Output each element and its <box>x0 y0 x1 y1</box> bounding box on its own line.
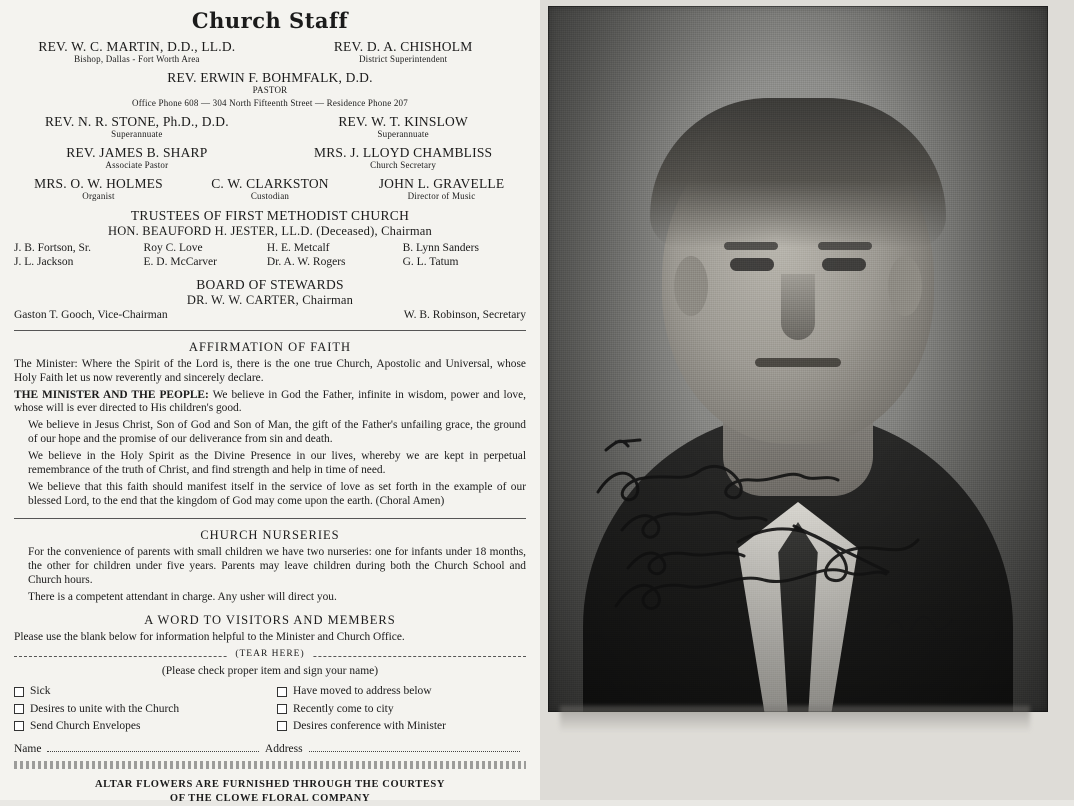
staff-name: REV. W. C. MARTIN, D.D., LL.D. <box>38 39 236 54</box>
trustees-chairman: HON. BEAUFORD H. JESTER, LL.D. (Deceased), Chairman <box>107 224 433 238</box>
trustees-list <box>14 241 526 270</box>
pastor-block <box>14 70 526 108</box>
staff-row <box>14 114 526 139</box>
divider <box>14 330 526 331</box>
checkbox-icon[interactable] <box>14 721 24 731</box>
affirmation-people <box>14 389 526 417</box>
staff-name: REV. N. R. STONE, Ph.D., D.D. <box>44 114 229 129</box>
checklist-item[interactable] <box>277 683 526 700</box>
staff-role: Organist <box>82 191 115 201</box>
visitor-checklist <box>14 683 526 735</box>
staff-name: MRS. J. LLOYD CHAMBLISS <box>313 145 493 160</box>
photo-bottom-edge-smudge <box>560 706 1030 732</box>
staff-name: MRS. O. W. HOLMES <box>34 176 163 191</box>
name-address-fields <box>14 741 526 755</box>
affirmation-minister <box>14 358 526 386</box>
staff-name: REV. JAMES B. SHARP <box>66 145 208 160</box>
staff-entry <box>280 39 526 64</box>
checklist-label: Recently come to city <box>293 702 394 715</box>
photo-border <box>548 6 1048 712</box>
tear-here-divider <box>14 649 526 663</box>
staff-role: Superannuate <box>377 129 429 139</box>
trustee-name: J. L. Jackson <box>14 256 74 269</box>
trustee-name: Roy C. Love <box>143 242 203 254</box>
staff-entry <box>14 145 260 170</box>
staff-name: JOHN L. GRAVELLE <box>378 176 505 191</box>
staff-name: REV. W. T. KINSLOW <box>338 114 468 129</box>
trustee-name: Dr. A. W. Rogers <box>266 256 346 269</box>
footer-line: ALTAR FLOWERS ARE FURNISHED THROUGH THE COURTESY <box>94 779 446 791</box>
staff-entry <box>14 176 183 201</box>
staff-role: Director of Music <box>407 191 476 201</box>
staff-role: Church Secretary <box>370 160 437 170</box>
nurseries-paragraph: There is a competent attendant in charge. Any usher will direct you. <box>28 590 337 603</box>
footer-credit <box>14 778 526 806</box>
trustee-name: E. D. McCarver <box>143 256 217 269</box>
affirmation-minister-text: Where the Spirit of the Lord is, there is the one true Church, Apostolic and Universal, whose Holy Faith let us now reverently and sincerely declare. <box>14 357 526 384</box>
trustees-heading: TRUSTEES OF FIRST METHODIST CHURCH <box>130 208 410 223</box>
staff-entry <box>14 39 260 64</box>
checklist-item[interactable] <box>277 701 526 718</box>
visitors-heading: A WORD TO VISITORS AND MEMBERS <box>144 613 396 628</box>
checklist-label: Desires to unite with the Church <box>30 702 180 715</box>
staff-row <box>14 39 526 64</box>
stewards-chairman: DR. W. W. CARTER, Chairman <box>186 292 354 307</box>
checklist-label: Have moved to address below <box>293 685 432 698</box>
checklist-item[interactable] <box>14 701 263 718</box>
trustee-name: J. B. Fortson, Sr. <box>14 242 92 254</box>
staff-role: Custodian <box>250 191 290 201</box>
stewards-heading: BOARD OF STEWARDS <box>196 276 344 292</box>
nurseries-heading: CHURCH NURSERIES <box>200 527 340 542</box>
staff-entry <box>280 145 526 170</box>
affirmation-heading: AFFIRMATION OF FAITH <box>188 339 352 354</box>
right-page-portrait <box>540 0 1074 800</box>
decorative-wave-divider <box>14 761 526 769</box>
staff-role: Superannuate <box>111 129 163 139</box>
pastor-name: REV. ERWIN F. BOHMFALK, D.D. <box>167 70 373 85</box>
steward-secretary: W. B. Robinson, Secretary <box>403 308 526 321</box>
checklist-label: Desires conference with Minister <box>293 719 446 732</box>
staff-name: REV. D. A. CHISHOLM <box>333 39 473 54</box>
portrait-photograph <box>548 6 1048 712</box>
address-label: Address <box>264 743 303 756</box>
staff-role: District Superintendent <box>358 54 448 64</box>
affirmation-people-lead: THE MINISTER AND THE PEOPLE: <box>14 388 209 401</box>
steward-vice-chairman: Gaston T. Gooch, Vice-Chairman <box>14 308 168 321</box>
divider <box>14 518 526 519</box>
check-instruction: (Please check proper item and sign your name) <box>161 665 379 678</box>
staff-row <box>14 176 526 201</box>
affirmation-paragraph: We believe in Jesus Christ, Son of God and Son of Man, the gift of the Father's unfailing grace, the ground of our hope and the promise of our deliverance from sin and death. <box>28 419 526 446</box>
affirmation-paragraph: We believe that this faith should manifest itself in the service of love as set forth in the example of our blessed Lord, to the end that the kingdom of God may come upon the earth. (Choral Amen) <box>28 481 526 507</box>
staff-role: Associate Pastor <box>105 160 169 170</box>
trustee-name: B. Lynn Sanders <box>402 242 479 254</box>
checklist-item[interactable] <box>14 683 263 700</box>
checkbox-icon[interactable] <box>277 704 287 714</box>
staff-entry <box>357 176 526 201</box>
checklist-label: Sick <box>30 685 51 698</box>
name-label: Name <box>14 743 42 756</box>
staff-entry <box>14 114 260 139</box>
affirmation-people-text: We believe in God the Father, infinite in wisdom, power and love, whose will is ever directed to His children's good. <box>14 388 526 415</box>
trustee-name: G. L. Tatum <box>402 256 459 269</box>
pastor-role: PASTOR <box>252 85 288 95</box>
checkbox-icon[interactable] <box>14 687 24 697</box>
tear-here-label: (TEAR HERE) <box>227 649 312 659</box>
visitors-instruction: Please use the blank below for information helpful to the Minister and Church Office. <box>14 631 405 644</box>
staff-entry <box>280 114 526 139</box>
staff-name: C. W. CLARKSTON <box>211 176 329 191</box>
trustee-name: H. E. Metcalf <box>266 242 330 254</box>
checkbox-icon[interactable] <box>277 687 287 697</box>
checkbox-icon[interactable] <box>277 721 287 731</box>
affirmation-paragraph: We believe in the Holy Spirit as the Divine Presence in our lives, whereby we are kept in perpetual remembrance of the truth of Christ, and find strength and help in time of need. <box>28 450 526 477</box>
checklist-label: Send Church Envelopes <box>30 719 141 732</box>
checklist-item[interactable] <box>14 718 263 735</box>
page-title: Church Staff <box>191 8 349 33</box>
address-input[interactable] <box>309 741 520 752</box>
staff-row <box>14 145 526 170</box>
checklist-item[interactable] <box>277 718 526 735</box>
pastor-contact: Office Phone 608 — 304 North Fifteenth Street — Residence Phone 207 <box>132 98 408 108</box>
stewards-officers <box>14 309 526 321</box>
staff-role: Bishop, Dallas - Fort Worth Area <box>74 54 200 64</box>
staff-entry <box>186 176 355 201</box>
name-input[interactable] <box>47 741 258 752</box>
affirmation-minister-lead: The Minister: <box>14 357 78 370</box>
footer-line: OF THE CLOWE FLORAL COMPANY <box>169 793 371 805</box>
nurseries-paragraph: For the convenience of parents with small children we have two nurseries: one for infants under 18 months, the other for children under five years. Parents may leave children during both the Church School and Church hours. <box>28 545 526 586</box>
checkbox-icon[interactable] <box>14 704 24 714</box>
